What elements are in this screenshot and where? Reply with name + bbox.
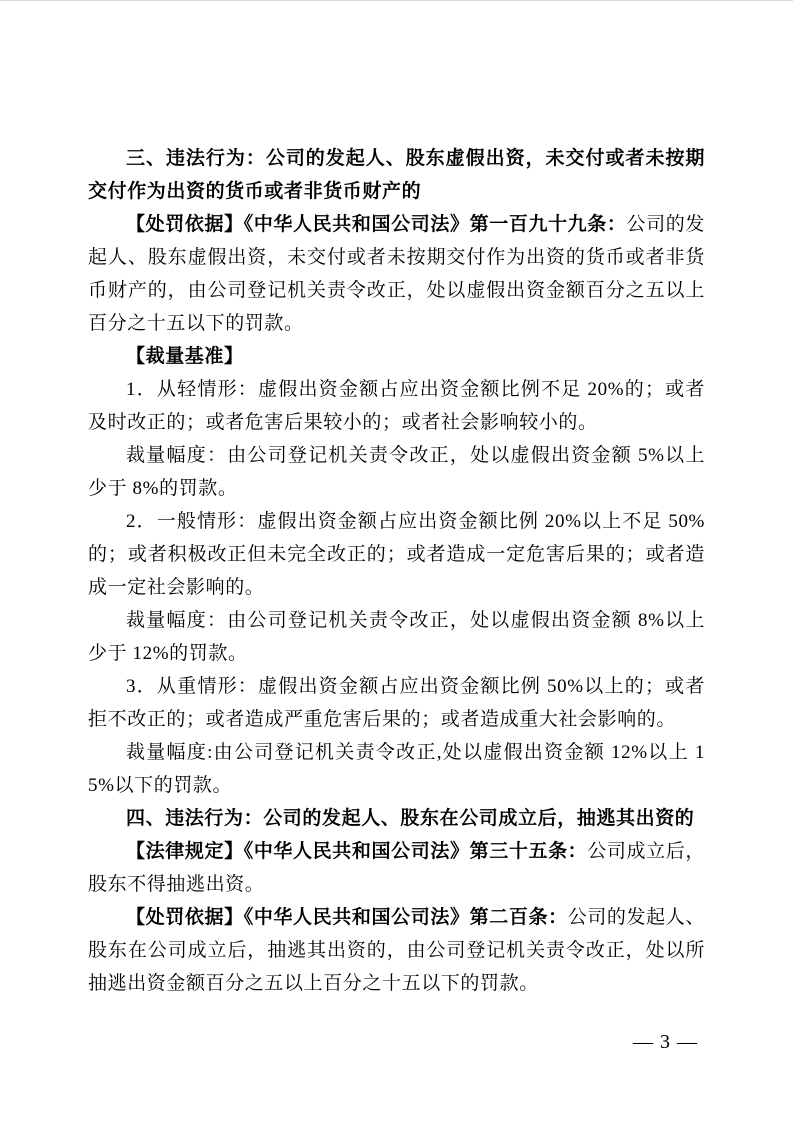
penalty-basis-200-text: 公司的发起人、股东在公司成立后，抽逃其出资的，由公司登记机关责令改正，处以所抽逃出资金额百分之五以上百分之十五以下的罚款。 [88, 907, 705, 994]
section-4-heading: 四、违法行为：公司的发起人、股东在公司成立后，抽逃其出资的 [126, 808, 695, 829]
penalty-basis-199-text: 公司的发起人、股东虚假出资，未交付或者未按期交付作为出资的货币或者非货币财产的，由公司登记机关责令改正，处以虚假出资金额百分之五以上百分之十五以下的罚款。 [88, 214, 705, 334]
section-3-penalty-basis [88, 208, 705, 340]
legal-provision-35-text: 公司成立后，股东不得抽逃出资。 [88, 841, 705, 895]
discretion-benchmark-label: 【裁量基准】 [126, 346, 244, 367]
lenient-circumstance-item: 1．从轻情形：虚假出资金额占应出资金额比例不足 20%的；或者及时改正的；或者危害后果较小的；或者社会影响较小的。 [88, 379, 705, 433]
legal-provision-35-label: 【法律规定】《中华人民共和国公司法》第三十五条： [126, 841, 588, 862]
page-footer [88, 1029, 698, 1055]
severe-discretion-range: 裁量幅度:由公司登记机关责令改正,处以虚假出资金额 12%以上 15%以下的罚款。 [88, 742, 705, 796]
severe-circumstance-item: 3．从重情形：虚假出资金额占应出资金额比例 50%以上的；或者拒不改正的；或者造成严重危害后果的；或者造成重大社会影响的。 [88, 676, 705, 730]
section-4-legal-provision [88, 835, 705, 901]
section-4-penalty-basis [88, 901, 705, 1000]
lenient-discretion-range: 裁量幅度：由公司登记机关责令改正，处以虚假出资金额 5%以上少于 8%的罚款。 [88, 445, 705, 499]
penalty-basis-199-label: 【处罚依据】《中华人民共和国公司法》第一百九十九条： [126, 214, 627, 235]
general-circumstance-item: 2．一般情形：虚假出资金额占应出资金额比例 20%以上不足 50%的；或者积极改正但未完全改正的；或者造成一定危害后果的；或者造成一定社会影响的。 [88, 511, 705, 598]
general-discretion-range: 裁量幅度：由公司登记机关责令改正，处以虚假出资金额 8%以上少于 12%的罚款。 [88, 610, 705, 664]
document-content [88, 142, 705, 1000]
penalty-basis-200-label: 【处罚依据】《中华人民共和国公司法》第二百条： [126, 907, 568, 928]
page-number: — 3 — [633, 1031, 698, 1053]
section-3-heading: 三、违法行为：公司的发起人、股东虚假出资，未交付或者未按期交付作为出资的货币或者非货币财产的 [88, 148, 705, 202]
